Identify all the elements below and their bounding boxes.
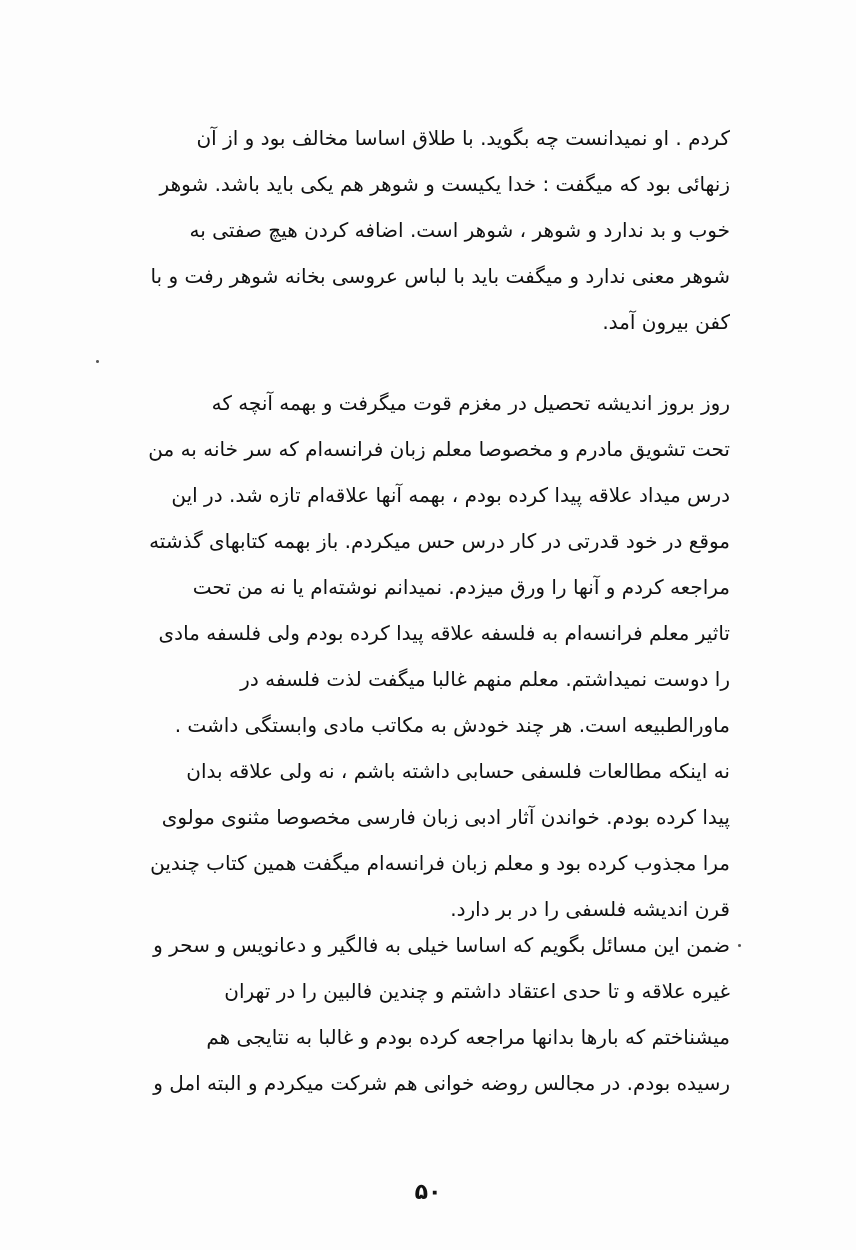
text-line: مراجعه کردم و آنها را ورق میزدم. نمیدانم نوشته‌ام یا نه من تحت (192, 575, 730, 599)
text-line: تاثیر معلم فرانسه‌ام به فلسفه علاقه پیدا کرده بودم ولی فلسفه مادی (158, 621, 730, 645)
paragraph-3 (90, 922, 730, 1106)
text-line: ضمن این مسائل بگویم که اساسا خیلی به فالگیر و دعانویس و سحر و (153, 933, 730, 957)
text-line: تحت تشویق مادرم و مخصوصا معلم زبان فرانسه‌ام که سر خانه به من (148, 437, 730, 461)
text-line: شوهر معنی ندارد و میگفت باید با لباس عروسی بخانه شوهر رفت و با (150, 264, 730, 288)
text-line: میشناختم که بارها بدانها مراجعه کرده بودم و غالبا به نتایجی هم (206, 1025, 730, 1049)
text-line: را دوست نمیداشتم. معلم منهم غالبا میگفت لذت فلسفه در (240, 667, 730, 691)
text-line: روز بروز اندیشه تحصیل در مغزم قوت میگرفت و بهمه آنچه که (211, 391, 730, 415)
text-line: کفن بیرون آمد. (602, 310, 730, 334)
scan-speck (96, 360, 99, 363)
paragraph-2 (90, 380, 730, 932)
scan-speck (738, 944, 741, 947)
text-line: موقع در خود قدرتی در کار درس حس میکردم. باز بهمه کتابهای گذشته (149, 529, 730, 553)
text-line: ماورالطبیعه است. هر چند خودش به مکاتب مادی وابستگی داشت . (174, 713, 730, 737)
text-line: مرا مجذوب کرده بود و معلم زبان فرانسه‌ام میگفت همین کتاب چندین (150, 851, 730, 875)
text-line: درس میداد علاقه پیدا کرده بودم ، بهمه آنها علاقه‌ام تازه شد. در این (171, 483, 730, 507)
paragraph-1 (90, 115, 730, 345)
text-line: خوب و بد ندارد و شوهر ، شوهر است. اضافه کردن هیچ صفتی به (189, 218, 730, 242)
page-number: ۵۰ (414, 1180, 442, 1205)
text-line: پیدا کرده بودم. خواندن آثار ادبی زبان فارسی مخصوصا مثنوی مولوی (161, 805, 730, 829)
text-line: رسیده بودم. در مجالس روضه خوانی هم شرکت میکردم و البته امل و (153, 1071, 730, 1095)
text-line: زنهائی بود که میگفت : خدا یکیست و شوهر هم یکی باید باشد. شوهر (159, 172, 730, 196)
text-line: غیره علاقه و تا حدی اعتقاد داشتم و چندین فالبین را در تهران (224, 979, 730, 1003)
text-line: نه اینکه مطالعات فلسفی حسابی داشته باشم ، نه ولی علاقه بدان (186, 759, 730, 783)
text-line: کردم . او نمیدانست چه بگوید. با طلاق اساسا مخالف بود و از آن (196, 126, 730, 150)
text-line: قرن اندیشه فلسفی را در بر دارد. (450, 897, 730, 921)
